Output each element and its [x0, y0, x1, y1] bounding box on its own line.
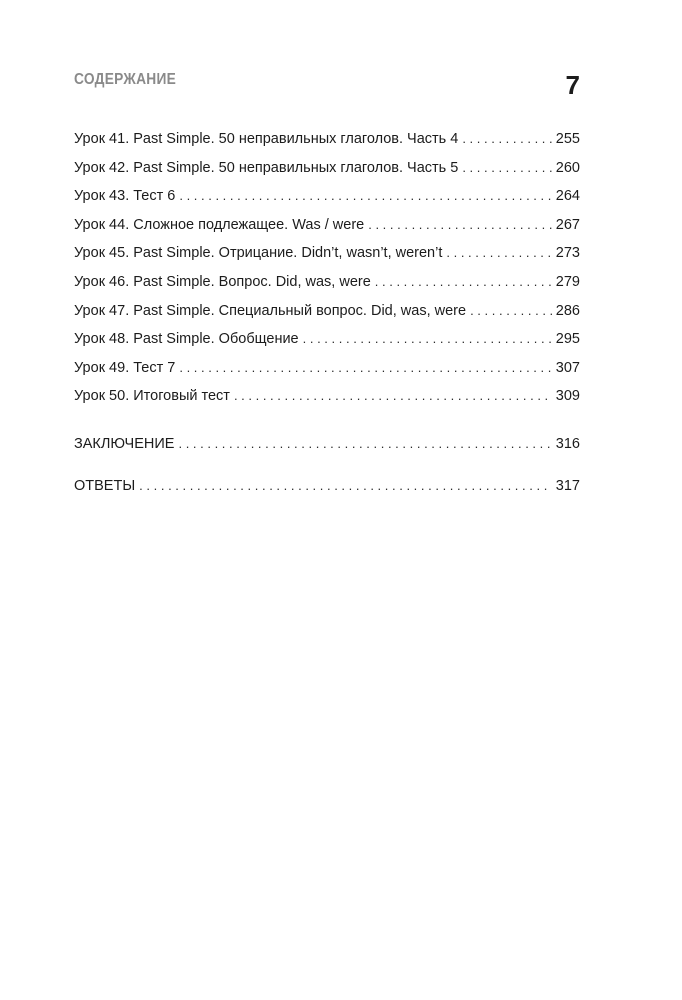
toc-entry-title: ЗАКЛЮЧЕНИЕ: [74, 430, 178, 459]
toc-entry-title: Урок 42. Past Simple. 50 неправильных глаголов. Часть 5: [74, 154, 462, 183]
toc-entry-page: 316: [552, 430, 580, 459]
dot-leader: [303, 325, 552, 354]
toc-entry-page: 295: [552, 325, 580, 354]
toc-entry-title: Урок 41. Past Simple. 50 неправильных глаголов. Часть 4: [74, 125, 462, 154]
toc-entry-page: 286: [552, 297, 580, 326]
dot-leader: [462, 154, 551, 183]
running-head-title: СОДЕРЖАНИЕ: [74, 71, 177, 88]
toc-entry-lesson-41: [74, 125, 580, 154]
dot-leader: [178, 430, 551, 459]
toc-entry-lesson-49: [74, 354, 580, 383]
toc-entry-title: Урок 49. Тест 7: [74, 354, 179, 383]
toc-entry-title: Урок 45. Past Simple. Отрицание. Didn’t, wasn’t, weren’t: [74, 239, 446, 268]
toc-entry-title: Урок 46. Past Simple. Вопрос. Did, was, were: [74, 268, 375, 297]
page-number: 7: [565, 70, 580, 100]
dot-leader: [462, 125, 551, 154]
toc-entry-answers: [74, 472, 580, 501]
toc-entry-page: 273: [552, 239, 580, 268]
toc-entry-page: 255: [552, 125, 580, 154]
toc-entry-title: ОТВЕТЫ: [74, 472, 139, 501]
table-of-contents: [74, 125, 580, 500]
dot-leader: [179, 354, 551, 383]
dot-leader: [375, 268, 552, 297]
toc-entry-lesson-46: [74, 268, 580, 297]
toc-entry-title: Урок 47. Past Simple. Специальный вопрос. Did, was, were: [74, 297, 470, 326]
toc-entry-lesson-44: [74, 211, 580, 240]
dot-leader: [368, 211, 552, 240]
toc-entry-page: 267: [552, 211, 580, 240]
dot-leader: [446, 239, 551, 268]
toc-entry-lesson-45: [74, 239, 580, 268]
toc-entry-page: 264: [552, 182, 580, 211]
toc-entry-page: 279: [552, 268, 580, 297]
dot-leader: [139, 472, 552, 501]
toc-entry-lesson-48: [74, 325, 580, 354]
toc-entry-lesson-42: [74, 154, 580, 183]
toc-entry-title: Урок 43. Тест 6: [74, 182, 179, 211]
toc-entry-conclusion: [74, 430, 580, 459]
toc-entry-lesson-43: [74, 182, 580, 211]
dot-leader: [470, 297, 552, 326]
toc-entry-lesson-47: [74, 297, 580, 326]
toc-entry-title: Урок 44. Сложное подлежащее. Was / were: [74, 211, 368, 240]
toc-entry-page: 307: [552, 354, 580, 383]
dot-leader: [234, 382, 552, 411]
toc-entry-page: 317: [552, 472, 580, 501]
toc-entry-lesson-50: [74, 382, 580, 411]
toc-entry-page: 309: [552, 382, 580, 411]
dot-leader: [179, 182, 551, 211]
toc-entry-title: Урок 50. Итоговый тест: [74, 382, 234, 411]
toc-entry-title: Урок 48. Past Simple. Обобщение: [74, 325, 303, 354]
toc-entry-page: 260: [552, 154, 580, 183]
